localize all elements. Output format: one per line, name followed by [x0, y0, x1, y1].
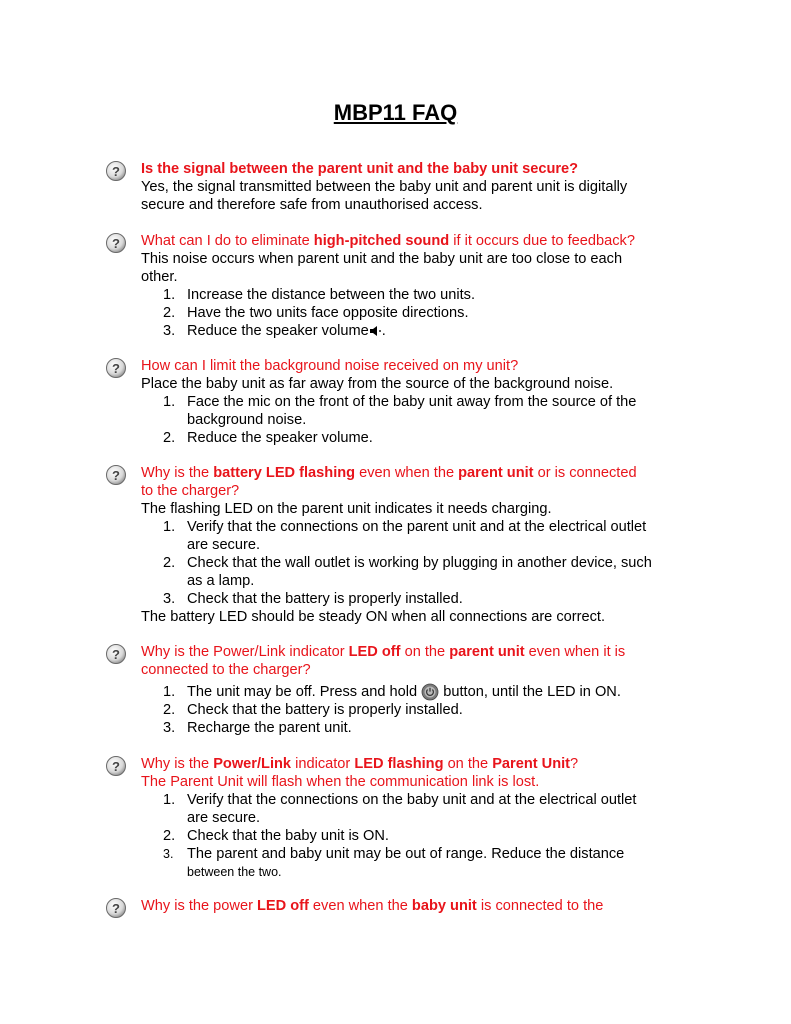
- faq-item: [105, 897, 705, 915]
- question: Why is the Power/Link indicator LED flashing on the Parent Unit?: [141, 756, 579, 772]
- answer-line: This noise occurs when parent unit and the baby unit are too close to each: [141, 251, 623, 267]
- page-title: MBP11 FAQ: [333, 100, 458, 125]
- list-item: 2. Check that the battery is properly installed.: [163, 702, 463, 719]
- question-line: connected to the charger?: [141, 662, 311, 678]
- answer-line: The battery LED should be steady ON when all connections are correct.: [141, 609, 605, 625]
- list-item: 2. Reduce the speaker volume.: [163, 430, 373, 446]
- speaker-icon: [369, 325, 382, 337]
- question-icon: [105, 464, 127, 486]
- list-item: 3. Check that the battery is properly installed.: [163, 591, 463, 607]
- question: Is the signal between the parent unit and the baby unit secure?: [141, 161, 579, 177]
- list-item: 1. Face the mic on the front of the baby unit away from the source of the background noise.: [163, 394, 637, 428]
- list-item: 1. Verify that the connections on the parent unit and at the electrical outlet are secure.: [163, 519, 647, 553]
- question: Why is the battery LED flashing even when the parent unit or is connected: [141, 465, 637, 481]
- svg-text:?: ?: [112, 468, 120, 483]
- faq-item: [105, 160, 705, 214]
- question-icon: [105, 755, 127, 777]
- list-item: 2. Have the two units face opposite directions.: [163, 305, 469, 321]
- list: [141, 518, 705, 608]
- svg-text:?: ?: [112, 164, 120, 179]
- list-item: 2. Check that the baby unit is ON.: [163, 828, 389, 844]
- answer-line: other.: [141, 269, 178, 285]
- question: Why is the power LED off even when the baby unit is connected to the: [141, 898, 604, 914]
- faq-item: [105, 464, 705, 626]
- list-item: 1. The unit may be off. Press and hold button, until the LED in ON.: [163, 684, 621, 700]
- list: [141, 393, 705, 447]
- faq-item: [105, 643, 705, 737]
- list-item: 2. Check that the wall outlet is working by plugging in another device, such as a lamp.: [163, 555, 652, 589]
- list-item: 1. Increase the distance between the two units.: [163, 287, 475, 303]
- svg-text:?: ?: [112, 361, 120, 376]
- question-icon: [105, 232, 127, 254]
- list: [141, 791, 705, 881]
- list-item: 3. The parent and baby unit may be out of range. Reduce the distance between the two.: [163, 846, 625, 879]
- question-icon: [105, 643, 127, 665]
- list: [141, 683, 705, 737]
- power-icon: [421, 683, 439, 701]
- answer-line: Place the baby unit as far away from the source of the background noise.: [141, 376, 614, 392]
- question: What can I do to eliminate high-pitched sound if it occurs due to feedback?: [141, 233, 635, 249]
- answer-line: Yes, the signal transmitted between the baby unit and parent unit is digitally: [141, 179, 628, 195]
- list: [141, 286, 705, 340]
- question: Why is the Power/Link indicator LED off on the parent unit even when it is: [141, 644, 626, 660]
- question-icon: [105, 160, 127, 182]
- list-item: 3. Recharge the parent unit.: [163, 720, 352, 737]
- question-line: The Parent Unit will flash when the communication link is lost.: [141, 774, 540, 790]
- question-icon: [105, 357, 127, 379]
- question-line: to the charger?: [141, 483, 240, 499]
- question-icon: [105, 897, 127, 919]
- question: How can I limit the background noise received on my unit?: [141, 358, 519, 374]
- faq-item: [105, 755, 705, 881]
- answer-line: secure and therefore safe from unauthorised access.: [141, 197, 483, 213]
- list-item: 3. Reduce the speaker volume .: [163, 323, 386, 339]
- svg-text:?: ?: [112, 901, 120, 916]
- faq-item: [105, 232, 705, 340]
- svg-text:?: ?: [112, 647, 120, 662]
- faq-item: [105, 357, 705, 447]
- answer-line: The flashing LED on the parent unit indicates it needs charging.: [141, 501, 552, 517]
- svg-text:?: ?: [112, 759, 120, 774]
- list-item: 1. Verify that the connections on the baby unit and at the electrical outlet are secure.: [163, 792, 637, 826]
- svg-text:?: ?: [112, 236, 120, 251]
